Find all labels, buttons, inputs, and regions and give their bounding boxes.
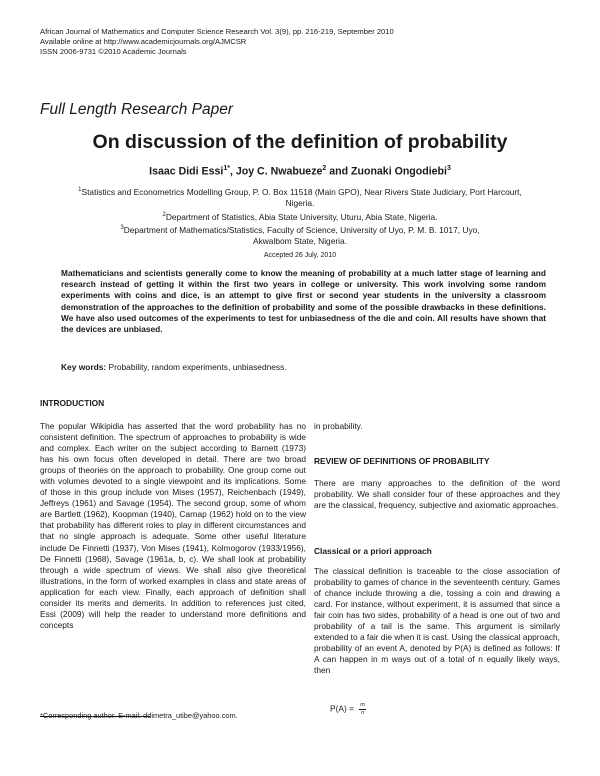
affiliation-text: Akwalbom State, Nigeria. — [252, 236, 348, 247]
probability-formula — [330, 702, 366, 717]
classical-paragraph: The classical definition is traceable to the close association of probability to games of chance in the seventeenth century. Games of chance include throwing a die, tossing a coin and drawing a card. For instance, without experiment, it is assumed that since a fair coin has two sides, probability of a head is one out of two and probability of a tail is the same. This argument is similarly extended to a fair die when it is cast. Using the classical approach, probability of an event A, denoted by P(A) is defined as follows: If A can happen in m ways out of a total of n equally likely ways, then — [314, 566, 560, 676]
author-3: Zuonaki Ongodiebi — [351, 165, 447, 178]
author-2-mark: 2 — [322, 165, 327, 172]
formula-denominator: n — [361, 710, 365, 716]
affiliation-text: Department of Mathematics/Statistics, Faculty of Science, University of Uyo, P. M. B. 1017, Uyo, — [123, 224, 480, 235]
journal-header — [40, 27, 394, 58]
keywords-label: Key words: — [61, 362, 107, 372]
section-heading-review: REVIEW OF DEFINITIONS OF PROBABILITY — [314, 456, 490, 466]
accepted-date: Accepted 26 July, 2010 — [263, 252, 337, 259]
affiliation-1 — [44, 185, 556, 210]
paper-title: On discussion of the definition of probability — [92, 131, 508, 153]
author-list — [0, 165, 600, 178]
section-heading-introduction: INTRODUCTION — [40, 398, 105, 408]
author-1: Isaac Didi Essi — [149, 165, 224, 178]
journal-url[interactable]: Available online at http://www.academicjournals.org/AJMCSR — [40, 37, 247, 47]
affiliation-mark: 3 — [120, 224, 124, 231]
journal-issn: ISSN 2006-9731 ©2010 Academic Journals — [40, 47, 187, 57]
formula-numerator: m — [360, 702, 365, 708]
author-3-mark: 3 — [446, 165, 451, 172]
journal-citation: African Journal of Mathematics and Computer Science Research Vol. 3(9), pp. 216-219, September 2010 — [40, 27, 394, 36]
introduction-paragraph: The popular Wikipidia has asserted that the word probability has no consistent definition. The spectrum of approaches to probability is wide and complex. Each writer on the subject according to Barnett (1973) has his own focus often developed in detail. There are two broad groups of theories on the approach to probability. One group come out with volumes devoted to a single viewpoint and its implications. Some of those in this group include von Mises (1957), Reichenbach (1949), Jeffreys (1961) and Savage (1954). The second group, some of whom are Bartlett (1962), Koopman (1940), Carnap (1962) hold on to the view that probability has different roles to play in different circumstances and that no single approach is adequate. Some other useful literature include De Finnetti (1937), Von Mises (1941), Kolmogorov (1933/1956), De Finnetti (1968), Savage (1961a, b, c). We shall look at probability through a wide spectrum of views. We shall also give theoretical illustrations, in the form of worked examples in class and state areas of application for each view. Finally, each approach of definition shall consider its merits and demerits. In addition to references just cited, Essi (2009) will help the reader to understand more definitions and concepts — [40, 421, 306, 630]
author-1-mark: 1* — [223, 165, 230, 172]
corresponding-author-footnote: *Corresponding author. E-mail: ddimetra_utibe@yahoo.com. — [40, 711, 238, 720]
affiliation-2 — [44, 210, 556, 223]
affiliations — [44, 185, 556, 247]
formula-lhs: P(A) = — [330, 703, 354, 714]
author-2: Joy C. Nwabueze — [235, 165, 323, 178]
affiliation-mark: 2 — [162, 211, 166, 218]
affiliation-text: Statistics and Econometrics Modelling Group, P. O. Box 11518 (Main GPO), Near Rivers State Judiciary, Port Harcourt, — [81, 186, 522, 197]
keywords-text: Probability, random experiments, unbiasedness. — [106, 362, 287, 372]
introduction-continuation: in probability. — [314, 421, 363, 431]
affiliation-3 — [44, 223, 556, 248]
formula-fraction — [359, 702, 366, 717]
review-paragraph: There are many approaches to the definition of the word probability. We shall consider four of these approaches and they are the classical, frequency, subjective and axiomatic approaches. — [314, 478, 560, 511]
subsection-heading-classical: Classical or a priori approach — [314, 546, 432, 556]
article-type: Full Length Research Paper — [40, 101, 234, 118]
affiliation-text: Department of Statistics, Abia State University, Uturu, Abia State, Nigeria. — [165, 211, 438, 222]
author-separator: , — [229, 165, 236, 178]
affiliation-text: Nigeria. — [285, 198, 315, 209]
affiliation-mark: 1 — [78, 187, 82, 193]
author-separator: and — [326, 165, 352, 178]
abstract: Mathematicians and scientists generally come to know the meaning of probability at a much latter stage of learning and research instead of getting it within the first two years in college or university. This work involving some random experiments with coins and dice, is an attempt to give first or second year students in the university a classroom demonstration of the approaches to the definition of probability and some of the possible drawbacks in these definitions. We have also used outcomes of the experiments to test for unbiasedness of the die and coin. All results have shown that the devices are unbiased. — [61, 268, 546, 335]
keywords — [61, 362, 287, 372]
